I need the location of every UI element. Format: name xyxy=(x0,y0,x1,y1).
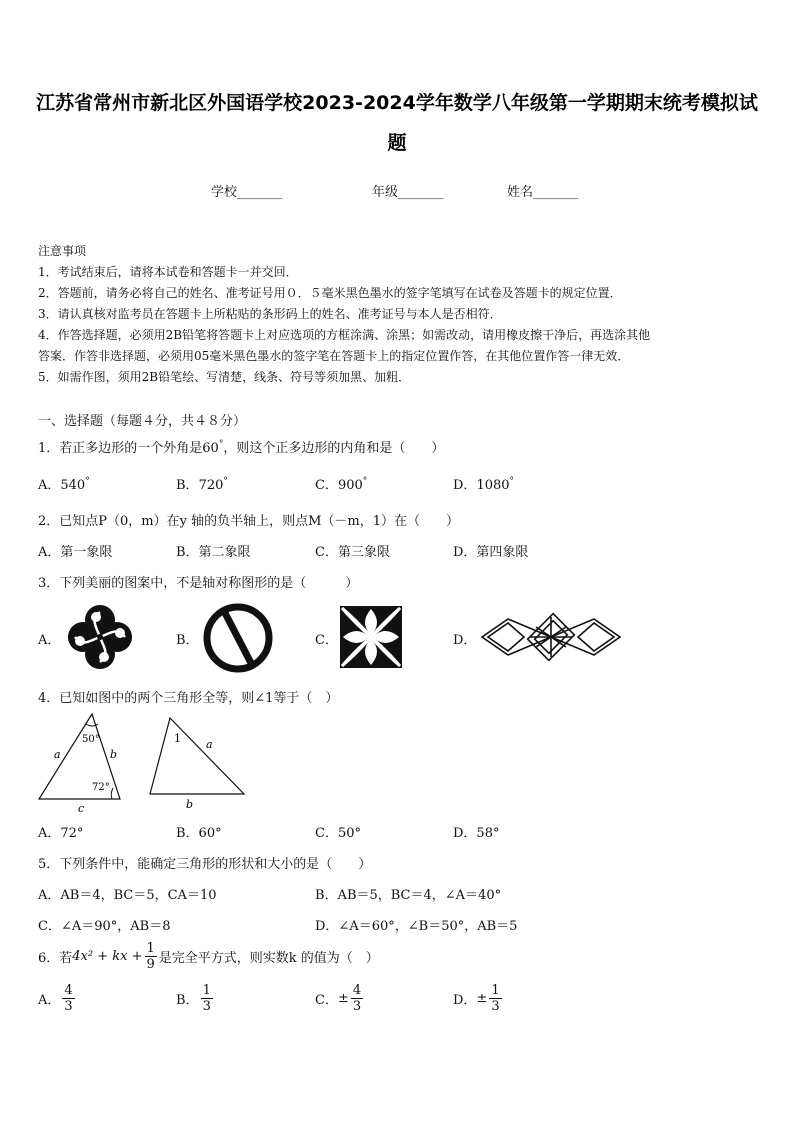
q4-option-d[interactable]: D．58° xyxy=(453,826,500,841)
q3-option-d-label[interactable]: D． xyxy=(453,633,477,648)
question-1-stem: 1．若正多边形的一个外角是60°，则这个正多边形的内角和是（ ） xyxy=(38,439,445,456)
q2-option-c[interactable]: C．第三象限 xyxy=(315,545,390,560)
q5-option-d[interactable]: D．∠A＝60°，∠B＝50°，AB＝5 xyxy=(315,919,518,934)
q3-figure-b-circle-slash xyxy=(200,601,276,675)
q5-option-b[interactable]: B．AB＝5，BC＝4，∠A＝40° xyxy=(315,888,502,903)
document-title-line1: 江苏省常州市新北区外国语学校2023-2024学年数学八年级第一学期期末统考模拟试 xyxy=(36,92,758,114)
q4-fig1-angle-right: 72° xyxy=(92,782,110,793)
q1-option-b[interactable]: B．720° xyxy=(176,476,228,493)
note-item: 答案．作答非选择题，必须用05毫米黑色墨水的签字笔在答题卡上的指定位置作答，在其他位置作答一律无效． xyxy=(38,349,630,363)
notes-heading: 注意事项 xyxy=(38,244,87,258)
q4-fig1-side-a: a xyxy=(54,748,61,761)
question-2-stem: 2．已知点P（0，m）在y 轴的负半轴上，则点M（－m，1）在（ ） xyxy=(38,514,460,529)
q3-option-a-label[interactable]: A． xyxy=(38,633,61,648)
question-3-stem: 3．下列美丽的图案中，不是轴对称图形的是（ ） xyxy=(38,576,359,591)
note-item: 5．如需作图，须用2B铅笔绘、写清楚，线条、符号等须加黑、加粗． xyxy=(38,370,411,384)
q2-option-a[interactable]: A．第一象限 xyxy=(38,545,113,560)
q3-option-c-label[interactable]: C． xyxy=(315,633,338,648)
q6-option-c[interactable]: C． ± $\frac{4}{3}$ xyxy=(315,983,362,1014)
q3-option-b-label[interactable]: B． xyxy=(176,633,199,648)
q4-option-c[interactable]: C．50° xyxy=(315,826,361,841)
document-title-line2: 题 xyxy=(387,132,407,154)
q5-option-c[interactable]: C．∠A＝90°，AB＝8 xyxy=(38,919,171,934)
q3-figure-a-swirl xyxy=(66,604,134,670)
q4-option-a[interactable]: A．72° xyxy=(38,826,84,841)
q5-option-a[interactable]: A．AB＝4，BC＝5，CA＝10 xyxy=(38,888,217,903)
notes-block xyxy=(38,241,650,388)
q6-option-a[interactable]: A． $\frac{4}{3}$ xyxy=(38,983,73,1014)
q4-fig1-side-c: c xyxy=(78,802,85,815)
q3-figure-c-petal-square xyxy=(339,605,403,669)
q1-option-a[interactable]: A．540° xyxy=(38,476,90,493)
q4-fig1-side-b: b xyxy=(110,748,118,761)
school-field[interactable]: 学校_______ xyxy=(211,185,283,200)
q4-fig2-side-b: b xyxy=(186,798,194,811)
q6-option-b[interactable]: B． $\frac{1}{3}$ xyxy=(176,983,211,1014)
q4-option-b[interactable]: B．60° xyxy=(176,826,222,841)
note-item: 4．作答选择题，必须用2B铅笔将答题卡上对应选项的方框涂满、涂黑；如需改动，请用橡皮擦干净后，再选涂其他 xyxy=(38,328,651,342)
note-item: 1．考试结束后，请将本试卷和答题卡一并交回． xyxy=(38,265,298,279)
q3-figure-d-knot xyxy=(478,609,624,665)
q1-option-c[interactable]: C．900° xyxy=(315,476,368,493)
q4-fig1-angle-top: 50° xyxy=(82,734,100,745)
q6-fraction: $\frac{1}{9}$ xyxy=(146,941,155,972)
section-heading: 一、选择题（每题４分，共４８分） xyxy=(38,414,247,429)
question-6-stem: 6．若 4x² + kx + $\frac{1}{9}$ 是完全平方式，则实数k 的值为（ ） xyxy=(38,941,379,972)
grade-field[interactable]: 年级_______ xyxy=(372,185,444,200)
question-4-stem: 4．已知如图中的两个三角形全等，则∠1等于（ ） xyxy=(38,691,339,706)
q1-option-d[interactable]: D．1080° xyxy=(453,476,515,493)
name-field[interactable]: 姓名_______ xyxy=(507,185,579,200)
note-item: 2．答题前，请务必将自己的姓名、准考证号用０．５毫米黑色墨水的签字笔填写在试卷及答题卡的规定位置． xyxy=(38,286,622,300)
q6-expression: 4x² + kx + xyxy=(72,949,143,964)
q6-option-d[interactable]: D． ± $\frac{1}{3}$ xyxy=(453,983,500,1014)
note-item: 3．请认真核对监考员在答题卡上所粘贴的条形码上的姓名、准考证号与本人是否相符． xyxy=(38,307,502,321)
q2-option-d[interactable]: D．第四象限 xyxy=(453,545,529,560)
q4-triangle-2 xyxy=(148,716,248,812)
q4-fig2-side-a: a xyxy=(206,738,213,751)
question-5-stem: 5．下列条件中，能确定三角形的形状和大小的是（ ） xyxy=(38,857,372,872)
q4-triangle-1 xyxy=(36,712,128,816)
q2-option-b[interactable]: B．第二象限 xyxy=(176,545,251,560)
q4-fig2-angle-1: 1 xyxy=(174,732,181,745)
